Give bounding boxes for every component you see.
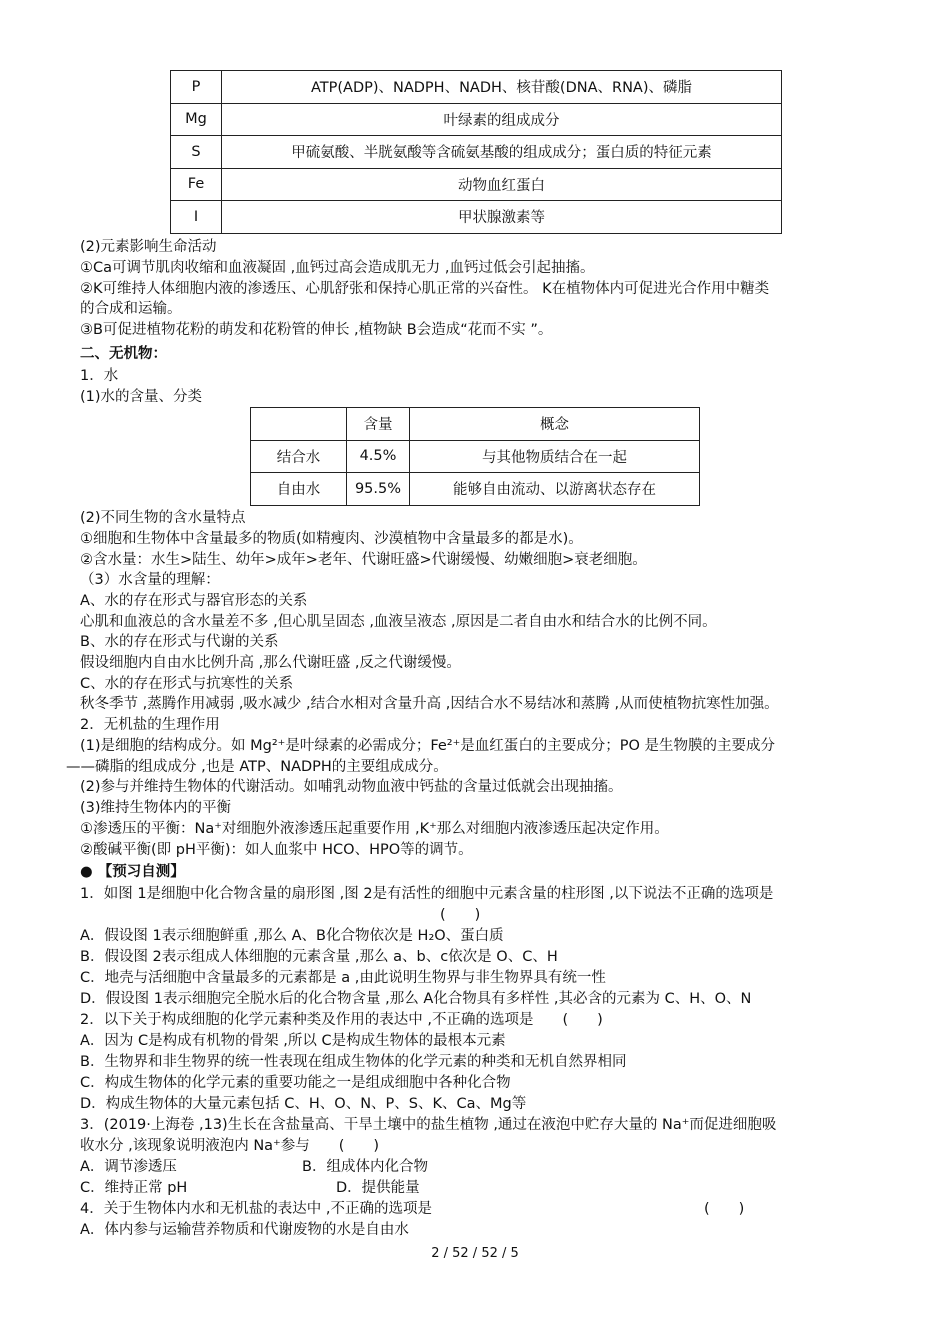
option-text: A．体内参与运输营养物质和代谢废物的水是自由水 [80,1222,409,1238]
option-text: D．假设图 1表示细胞完全脱水后的化合物含量 ,那么 A化合物具有多样性 ,其必含的元素为 C、H、O、N [80,991,752,1007]
question-stem: 4．关于生物体内水和无机盐的表达中 ,不正确的选项是 [80,1201,432,1217]
option-text: B．生物界和非生物界的统一性表现在组成生物体的化学元素的种类和无机自然界相同 [80,1054,627,1070]
text-line: ——磷脂的组成成分 ,也是 ATP、NADPH的主要组成成分。 [66,759,448,775]
element-function-table [170,70,782,234]
text-line: （3）水含量的理解： [80,572,220,588]
option-text: C．构成生物体的化学元素的重要功能之一是组成细胞中各种化合物 [80,1075,511,1091]
table-row [251,473,700,506]
table-cell: 结合水 [251,440,347,473]
text-line: ①细胞和生物体中含量最多的物质(如精瘦肉、沙漠植物中含量最多的都是水)。 [80,531,583,547]
text-line: ②K可维持人体细胞内液的渗透压、心肌舒张和保持心肌正常的兴奋性。 K在植物体内可促进光合作用中糖类 [80,281,770,297]
text-line: A、水的存在形式与器官形态的关系 [80,593,308,609]
text-line: ①渗透压的平衡：Na⁺对细胞外液渗透压起重要作用 ,K⁺那么对细胞内液渗透压起决定作用。 [80,821,669,837]
element-cell: P [171,71,222,104]
answer-blank: ( ) [704,1201,745,1217]
option-text: A．调节渗透压 [80,1159,177,1175]
table-row [171,201,782,234]
element-cell: Fe [171,168,222,201]
answer-blank: ( ) [440,907,481,923]
text-line: (1)是细胞的结构成分。如 Mg²⁺是叶绿素的必需成分；Fe²⁺是血红蛋白的主要成分；PO 是生物膜的主要成分 [80,738,776,754]
question-stem: 收水分 ,该现象说明液泡内 Na⁺参与 ( ) [80,1138,380,1154]
text-line: 假设细胞内自由水比例升高 ,那么代谢旺盛 ,反之代谢缓慢。 [80,655,461,671]
function-cell: ATP(ADP)、NADPH、NADH、核苷酸(DNA、RNA)、磷脂 [222,71,782,104]
text-line: (2)元素影响生命活动 [80,239,217,255]
text-line: ②含水量：水生>陆生、幼年>成年>老年、代谢旺盛>代谢缓慢、幼嫩细胞>衰老细胞。 [80,552,647,568]
text-line: 秋冬季节 ,蒸腾作用减弱 ,吸水减少 ,结合水相对含量升高 ,因结合水不易结冰和蒸腾 ,从而使植物抗寒性加强。 [80,696,779,712]
text-line: (2)不同生物的含水量特点 [80,510,246,526]
function-cell: 叶绿素的组成成分 [222,103,782,136]
page-number: 2 / 52 / 52 / 5 [431,1246,519,1261]
text-line: (3)维持生物体内的平衡 [80,800,232,816]
table-row [171,136,782,169]
option-text: C．地壳与活细胞中含量最多的元素都是 a ,由此说明生物界与非生物界具有统一性 [80,970,606,986]
table-cell: 能够自由流动、以游离状态存在 [410,473,700,506]
header-cell [251,408,347,441]
option-text: D．构成生物体的大量元素包括 C、H、O、N、P、S、K、Ca、Mg等 [80,1096,527,1112]
table-row [171,103,782,136]
text-line: 心肌和血液总的含水量差不多 ,但心肌呈固态 ,血液呈液态 ,原因是二者自由水和结合水的比例不同。 [80,614,717,630]
header-cell: 含量 [347,408,410,441]
table-cell: 与其他物质结合在一起 [410,440,700,473]
table-header-row [251,408,700,441]
option-text: C．维持正常 pH [80,1180,188,1196]
option-text: B．假设图 2表示组成人体细胞的元素含量 ,那么 a、b、c依次是 O、C、H [80,949,558,965]
element-cell: S [171,136,222,169]
table-cell: 自由水 [251,473,347,506]
text-line: 2．无机盐的生理作用 [80,717,220,733]
function-cell: 动物血红蛋白 [222,168,782,201]
text-line: 1．水 [80,368,119,384]
element-cell: I [171,201,222,234]
text-line: 的合成和运输。 [80,301,182,317]
table-row [171,168,782,201]
option-text: D．提供能量 [336,1180,420,1196]
text-line: ①Ca可调节肌肉收缩和血液凝固 ,血钙过高会造成肌无力 ,血钙过低会引起抽搐。 [80,260,595,276]
text-line: (1)水的含量、分类 [80,389,203,405]
question-stem: 1．如图 1是细胞中化合物含量的扇形图 ,图 2是有活性的细胞中元素含量的柱形图 ,以下说法不正确的选项是 [80,886,774,902]
question-stem: 2．以下关于构成细胞的化学元素种类及作用的表达中 ,不正确的选项是 ( ) [80,1012,603,1028]
table-cell: 95.5% [347,473,410,506]
table-row [251,440,700,473]
question-stem: 3．(2019·上海卷 ,13)生长在含盐量高、干旱土壤中的盐生植物 ,通过在液泡中贮存大量的 Na⁺而促进细胞吸 [80,1117,777,1133]
option-text: A．因为 C是构成有机物的骨架 ,所以 C是构成生物体的最根本元素 [80,1033,506,1049]
function-cell: 甲硫氨酸、半胱氨酸等含硫氨基酸的组成成分；蛋白质的特征元素 [222,136,782,169]
table-cell: 4.5% [347,440,410,473]
option-text: B．组成体内化合物 [302,1159,428,1175]
section-heading: 二、无机物： [80,346,167,362]
function-cell: 甲状腺激素等 [222,201,782,234]
element-cell: Mg [171,103,222,136]
option-text: A．假设图 1表示细胞鲜重 ,那么 A、B化合物依次是 H₂O、蛋白质 [80,928,504,944]
text-line: (2)参与并维持生物体的代谢活动。如哺乳动物血液中钙盐的含量过低就会出现抽搐。 [80,779,623,795]
text-line: C、水的存在形式与抗寒性的关系 [80,676,294,692]
section-heading: ● 【预习自测】 [80,864,185,880]
text-line: ②酸碱平衡(即 pH平衡)：如人血浆中 HCO、HPO等的调节。 [80,842,473,858]
header-cell: 概念 [410,408,700,441]
table-row [171,71,782,104]
text-line: ③B可促进植物花粉的萌发和花粉管的伸长 ,植物缺 B会造成“花而不实 ”。 [80,322,553,338]
text-line: B、水的存在形式与代谢的关系 [80,634,279,650]
water-classification-table [250,407,700,506]
